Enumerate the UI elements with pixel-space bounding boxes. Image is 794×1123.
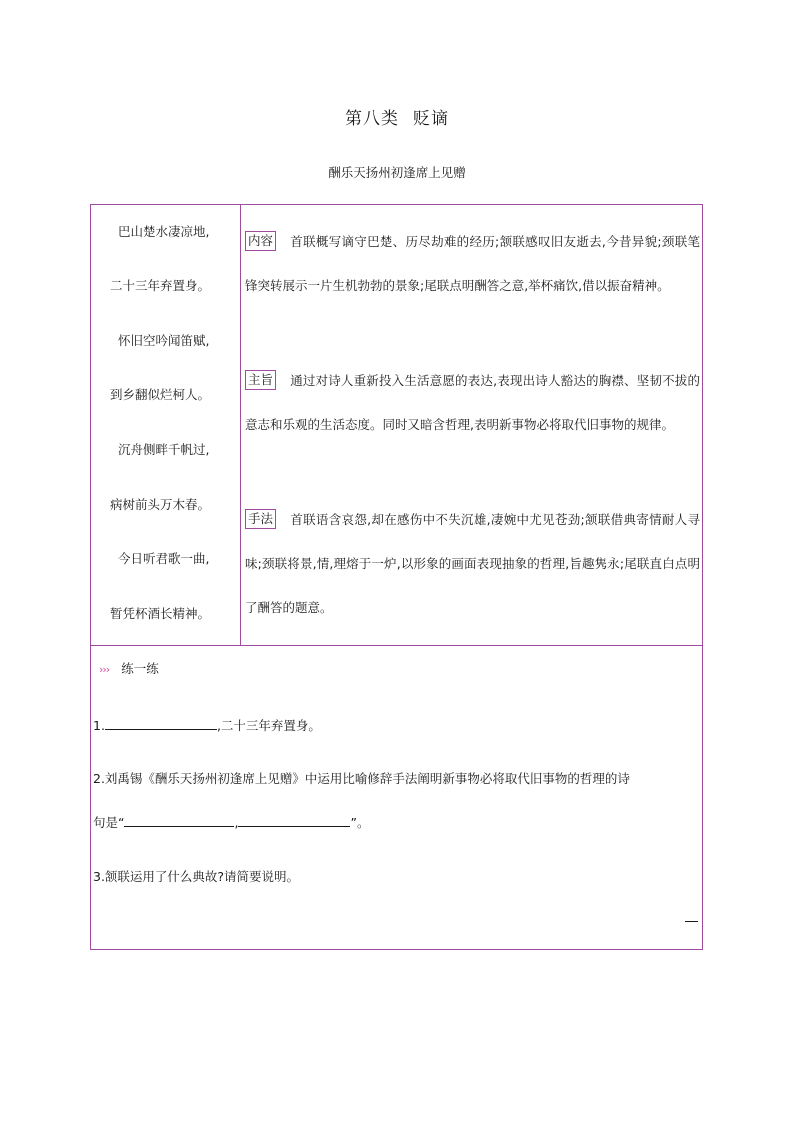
- poem-line: 病树前头万木春。: [110, 497, 211, 512]
- tag-theme-badge: 主旨: [245, 370, 276, 390]
- q1-text: ,二十三年弃置身。: [216, 718, 321, 733]
- q2-comma: ,: [234, 815, 239, 830]
- note-technique: [245, 498, 700, 630]
- poem-line: 今日听君歌一曲,: [118, 551, 210, 566]
- q2-suffix: ”。: [350, 815, 370, 830]
- poem-line: 沉舟侧畔千帆过,: [118, 442, 210, 457]
- q2-prefix: 句是“: [93, 815, 125, 830]
- poem-title: 酬乐天扬州初逢席上见赠: [328, 165, 466, 180]
- question-2-line1: 2.刘禹锡《酬乐天扬州初逢席上见赠》中运用比喻修辞手法阐明新事物必将取代旧事物的哲理的诗: [93, 771, 630, 786]
- poem-line: 二十三年弃置身。: [110, 278, 211, 293]
- answer-line-end: [685, 921, 698, 922]
- poem-line: 怀旧空吟闻笛赋,: [118, 333, 210, 348]
- question-2-line2: [93, 813, 701, 831]
- poem-line: 巴山楚水凄凉地,: [118, 224, 210, 239]
- tag-content-badge: 内容: [245, 231, 276, 251]
- page-title-theme: 贬谪: [413, 109, 449, 129]
- note-technique-text: 首联语含哀怨,却在感伤中不失沉雄,凄婉中尤见苍劲;颔联借典寄情耐人寻味;颈联将景,情,理熔于一炉,以形象的画面表现抽象的哲理,旨趣隽永;尾联直白点明了酬答的题意。: [245, 512, 700, 615]
- section-divider: [91, 645, 702, 646]
- q2-answer-blank-2[interactable]: [238, 814, 350, 827]
- note-content: [245, 220, 700, 308]
- tag-technique-badge: 手法: [245, 509, 276, 529]
- page-title-category: 第八类: [345, 109, 399, 129]
- note-content-text: 首联概写谪守巴楚、历尽劫难的经历;颔联感叹旧友逝去,今昔异貌;颈联笔锋突转展示一片生机勃勃的景象;尾联点明酬答之意,举杯痛饮,借以振奋精神。: [245, 234, 700, 293]
- content-frame: [90, 204, 703, 950]
- poem-line: 到乡翻似烂柯人。: [110, 387, 211, 402]
- poem-line: 暂凭杯酒长精神。: [110, 606, 211, 621]
- practice-heading: [99, 659, 159, 677]
- note-theme-text: 通过对诗人重新投入生活意愿的表达,表现出诗人豁达的胸襟、坚韧不拔的意志和乐观的生活态度。同时又暗含哲理,表明新事物必将取代旧事物的规律。: [245, 373, 700, 432]
- q1-answer-blank[interactable]: [105, 717, 217, 730]
- notes-column: [242, 205, 702, 645]
- chevron-icon: ›››: [99, 663, 110, 676]
- practice-heading-label: 练一练: [121, 661, 159, 676]
- question-1: [93, 716, 701, 734]
- poem-column: [91, 205, 241, 645]
- question-3: 3.颔联运用了什么典故?请简要说明。: [93, 869, 300, 884]
- q2-answer-blank-1[interactable]: [124, 814, 234, 827]
- note-theme: [245, 359, 700, 447]
- page-title: [0, 104, 794, 129]
- q1-number: 1.: [93, 718, 105, 733]
